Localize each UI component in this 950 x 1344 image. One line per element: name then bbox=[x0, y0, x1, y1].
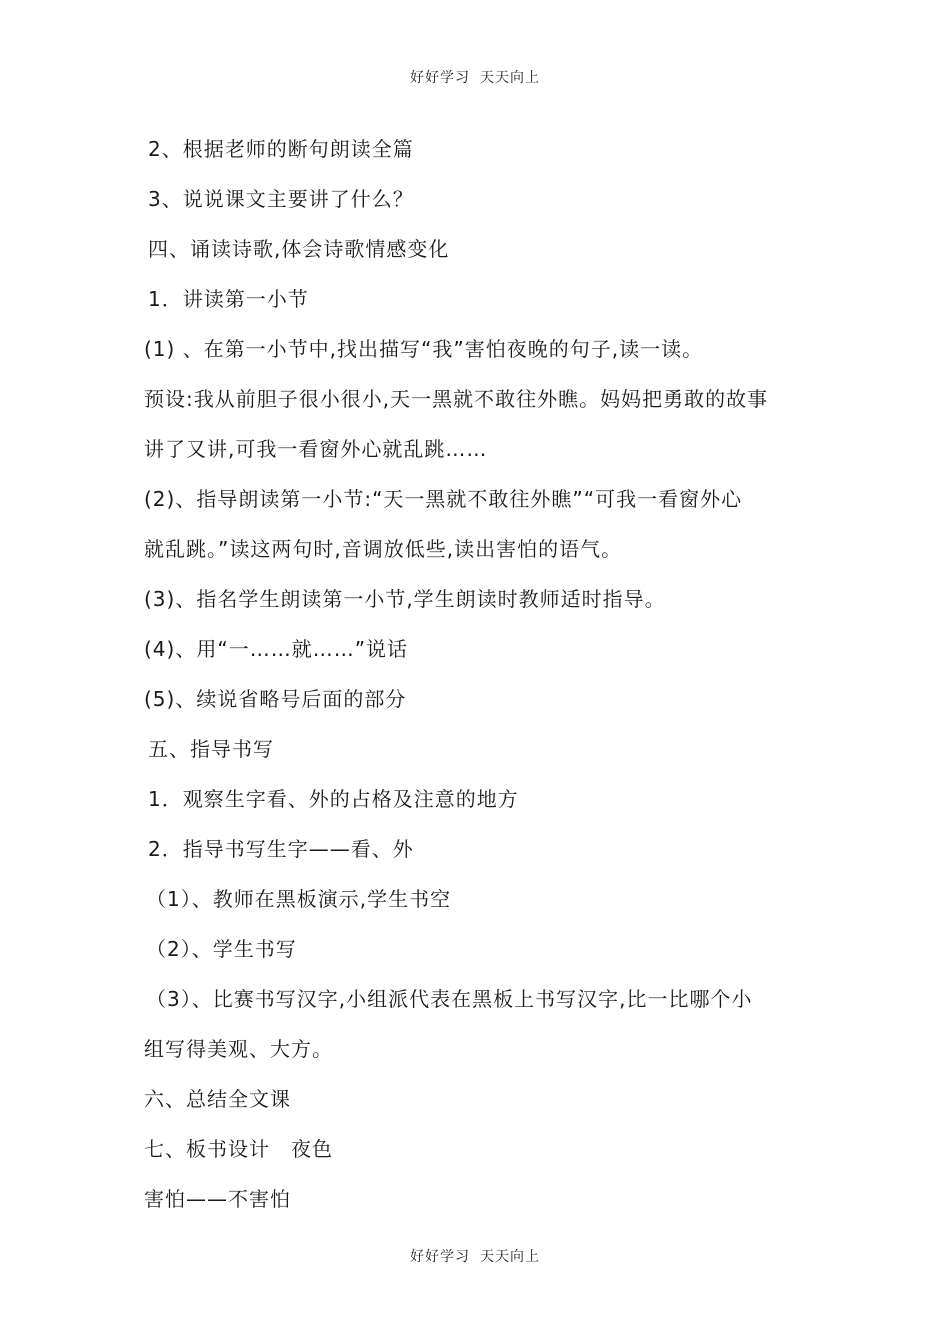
text-line: 1．讲读第一小节 bbox=[148, 287, 309, 311]
text-line: 2．指导书写生字——看、外 bbox=[148, 837, 414, 861]
text-line: 就乱跳。”读这两句时,音调放低些,读出害怕的语气。 bbox=[144, 537, 623, 561]
text-line: 组写得美观、大方。 bbox=[144, 1037, 333, 1061]
text-line: 讲了又讲,可我一看窗外心就乱跳…… bbox=[144, 437, 488, 461]
section-heading: 四、诵读诗歌,体会诗歌情感变化 bbox=[148, 237, 450, 261]
text-line: (1) 、在第一小节中,找出描写“我”害怕夜晚的句子,读一读。 bbox=[144, 337, 704, 361]
text-line: （3）、比赛书写汉字,小组派代表在黑板上书写汉字,比一比哪个小 bbox=[146, 987, 753, 1011]
section-heading: 七、板书设计 夜色 bbox=[144, 1137, 333, 1161]
text-line: (4)、用“一……就……”说话 bbox=[144, 637, 409, 661]
text-line: (3)、指名学生朗读第一小节,学生朗读时教师适时指导。 bbox=[144, 587, 666, 611]
page-footer bbox=[0, 1246, 950, 1266]
footer-text-right: 天天向上 bbox=[480, 1249, 540, 1265]
text-line: （1）、教师在黑板演示,学生书空 bbox=[146, 887, 452, 911]
text-line: (5)、续说省略号后面的部分 bbox=[144, 687, 407, 711]
section-heading: 五、指导书写 bbox=[148, 737, 274, 761]
text-line: （2）、学生书写 bbox=[146, 937, 297, 961]
text-line: 3、说说课文主要讲了什么？ bbox=[148, 187, 414, 211]
page-header bbox=[0, 67, 950, 87]
text-line: 2、根据老师的断句朗读全篇 bbox=[148, 137, 414, 161]
text-line: 害怕——不害怕 bbox=[144, 1187, 291, 1211]
footer-text-left: 好好学习 bbox=[410, 1249, 470, 1265]
text-line: 1．观察生字看、外的占格及注意的地方 bbox=[148, 787, 519, 811]
text-line: 预设:我从前胆子很小很小,天一黑就不敢往外瞧。妈妈把勇敢的故事 bbox=[144, 387, 769, 411]
header-text-left: 好好学习 bbox=[410, 70, 470, 86]
text-line: (2)、指导朗读第一小节:“天一黑就不敢往外瞧”“可我一看窗外心 bbox=[144, 487, 743, 511]
header-text-right: 天天向上 bbox=[480, 70, 540, 86]
section-heading: 六、总结全文课 bbox=[144, 1087, 291, 1111]
